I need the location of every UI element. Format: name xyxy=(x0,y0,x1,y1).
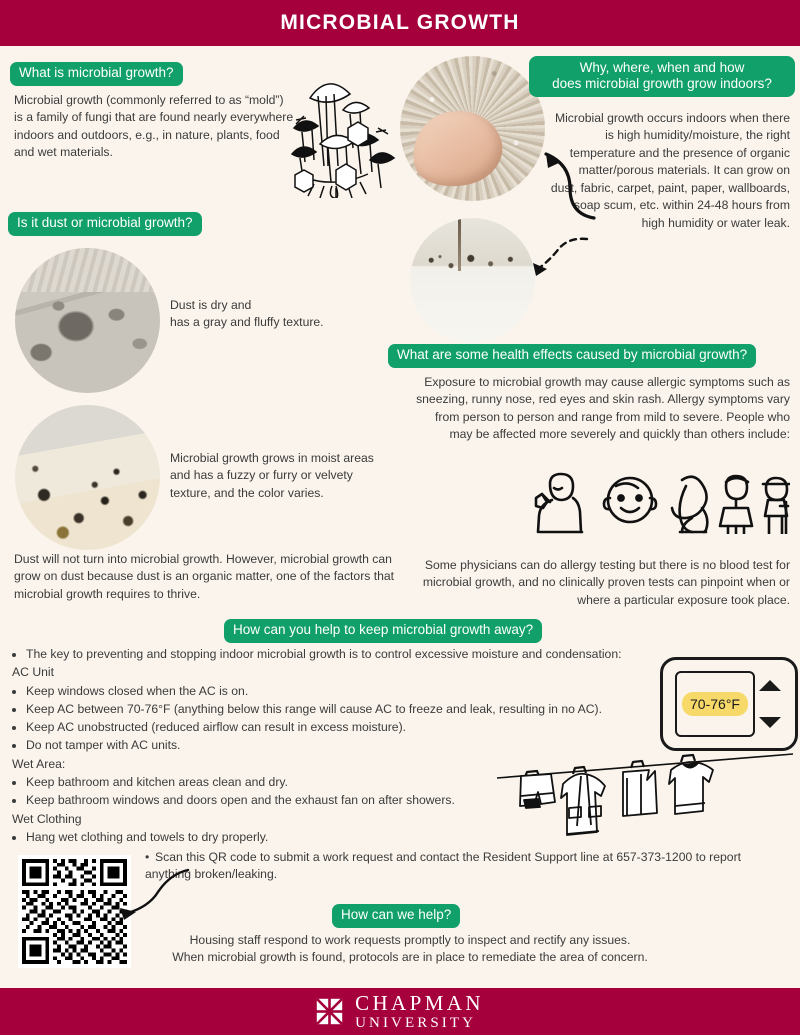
text-dust-footnote: Dust will not turn into microbial growth. However, microbial growth can grow on dust because dust is an organic matter, one of the factors that microbial growth requires to thrive. xyxy=(14,552,395,601)
thermostat-screen xyxy=(675,671,755,737)
list-item: • Hang wet clothing and towels to dry properly. xyxy=(26,828,670,846)
chevron-up-icon xyxy=(759,680,781,691)
list-item: • Keep AC between 70-76°F (anything below this range will cause AC to freeze and leak, resulting in no AC). xyxy=(26,700,670,718)
badge-why-line1: Why, where, when and how xyxy=(579,60,745,75)
prevention-top-list xyxy=(10,645,670,663)
chapman-logo-wordmark xyxy=(355,990,484,1031)
text-how-can-we-help xyxy=(100,932,720,967)
badge-prevention: How can you help to keep microbial growth away? xyxy=(224,619,542,643)
text-qr-instruction xyxy=(145,849,785,884)
caption-microbial-growth: Microbial growth grows in moist areas and has a fuzzy or furry or velvety texture, and the color varies. xyxy=(170,451,374,500)
prevention-group-heading-1: Wet Area: xyxy=(12,756,66,771)
text-why-where-when-how: Microbial growth occurs indoors when there is high humidity/moisture, the right temperature and the presence of organic matter/porous materials. It can grow on dust, fabric, carpet, paint, paper, wallboards, soap scum, etc. within 24-48 hours from high humidity or water leak. xyxy=(550,111,790,230)
list-item: • Keep windows closed when the AC is on. xyxy=(26,682,670,700)
caption-dust-line2: has a gray and fluffy texture. xyxy=(170,315,324,330)
text-health-effects: Exposure to microbial growth may cause allergic symptoms such as sneezing, runny nose, red eyes and skin rash. Allergy symptoms vary from person to person and range from mild to severe. People who may be affected more severely and quickly than others include: xyxy=(416,375,790,442)
badge-why-line2: does microbial growth grow indoors? xyxy=(552,75,772,91)
thermostat-temperature-value: 70-76°F xyxy=(682,692,748,716)
badge-is-it-dust-or-growth: Is it dust or microbial growth? xyxy=(8,212,202,236)
photo-dust xyxy=(15,248,160,393)
text-health-footnote: Some physicians can do allergy testing but there is no blood test for microbial growth, and no clinically proven tests can pinpoint when or where a particular exposure took place. xyxy=(422,558,790,607)
badge-health-effects: What are some health effects caused by microbial growth? xyxy=(388,344,756,368)
list-item: • Do not tamper with AC units. xyxy=(26,736,670,754)
logo-line-chapman: CHAPMAN xyxy=(355,990,484,1015)
prevention-group-items-0 xyxy=(10,682,670,755)
prevention-intro: • The key to preventing and stopping indoor microbial growth is to control excessive moisture and condensation: xyxy=(26,645,670,663)
caption-dust-line1: Dust is dry and xyxy=(170,298,252,312)
clothesline-illustration xyxy=(495,752,795,848)
mushrooms-illustration xyxy=(288,58,398,198)
page-header-bar xyxy=(6,0,794,46)
page-footer-bar xyxy=(6,988,794,1035)
badge-why-where-when-how xyxy=(529,56,795,97)
chapman-logo-icon xyxy=(316,998,343,1025)
arrow-to-qr-icon xyxy=(110,868,195,923)
photo-moldy-wall-corner xyxy=(410,218,535,343)
chevron-down-icon xyxy=(759,717,781,728)
list-item: • Keep bathroom and kitchen areas clean and dry. xyxy=(26,773,670,791)
prevention-group-heading-2: Wet Clothing xyxy=(12,811,82,826)
list-item: • Keep bathroom windows and doors open and the exhaust fan on after showers. xyxy=(26,791,670,809)
text-what-is-microbial-growth: Microbial growth (commonly referred to as “mold”) is a family of fungi that are found nearly everywhere indoors and outdoors, e.g., in nature, plants, food and wet materials. xyxy=(14,93,294,160)
bullet-icon: • xyxy=(145,850,150,864)
arrow-to-carpet-icon xyxy=(530,140,610,230)
caption-dust xyxy=(170,297,370,332)
how-can-we-help-line2: When microbial growth is found, protocols are in place to remediate the area of concern. xyxy=(172,950,648,965)
qr-instruction-body: Scan this QR code to submit a work request and contact the Resident Support line at 657-373-1200 to report anything broken/leaking. xyxy=(145,850,742,882)
page-footer xyxy=(0,988,800,1035)
badge-how-can-we-help: How can we help? xyxy=(332,904,460,928)
photo-microbial-growth xyxy=(15,405,160,550)
logo-line-university: UNIVERSITY xyxy=(355,1014,477,1031)
page-header xyxy=(0,0,800,46)
affected-people-icons xyxy=(510,472,790,534)
how-can-we-help-line1: Housing staff respond to work requests promptly to inspect and rectify any issues. xyxy=(189,933,631,947)
list-item: • Keep AC unobstructed (reduced airflow can result in excess moisture). xyxy=(26,718,670,736)
arrow-to-wall-icon xyxy=(525,235,595,280)
badge-what-is-microbial-growth: What is microbial growth? xyxy=(10,62,183,86)
photo-hand-on-carpet xyxy=(400,56,545,201)
prevention-group-heading-0: AC Unit xyxy=(12,665,54,680)
thermostat-illustration xyxy=(660,657,798,751)
page-title: MICROBIAL GROWTH xyxy=(280,11,520,34)
